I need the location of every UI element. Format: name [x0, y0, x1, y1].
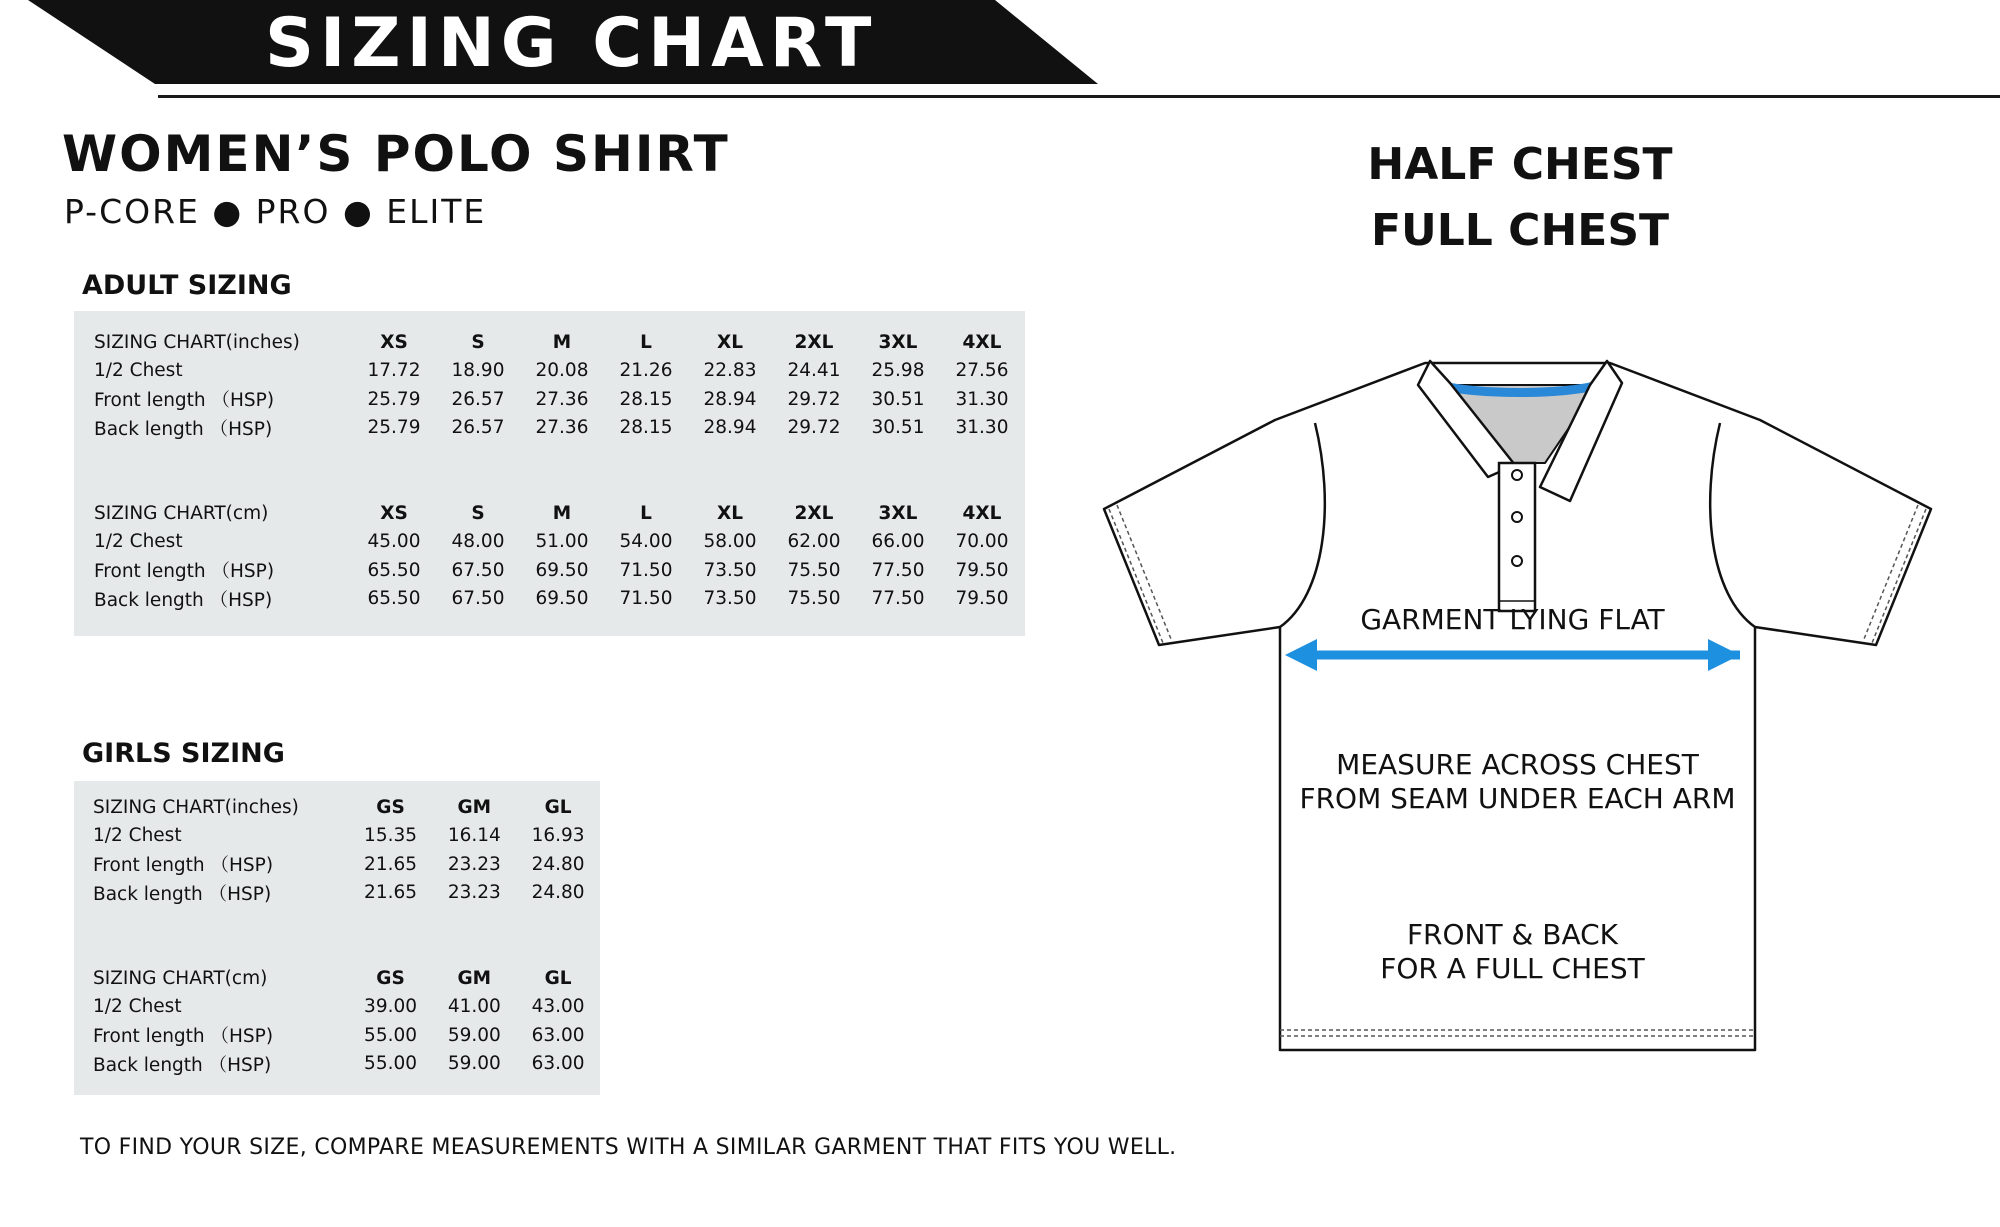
measurement-label: Back length （HSP)	[93, 1054, 272, 1076]
girls-sizing-heading: GIRLS SIZING	[82, 738, 285, 769]
measurement-value: 31.30	[955, 417, 1009, 439]
measurement-value: 79.50	[955, 588, 1009, 610]
size-header: 4XL	[962, 502, 1002, 524]
measurement-label: Front length （HSP)	[94, 561, 275, 583]
size-header: S	[471, 331, 485, 353]
measurement-value: 24.41	[787, 360, 841, 382]
measurement-value: 30.51	[871, 388, 925, 410]
measurement-label: Back length （HSP)	[94, 589, 273, 611]
unit-label: SIZING CHART(cm)	[94, 502, 269, 524]
measurement-value: 26.57	[451, 388, 505, 410]
table-row	[94, 528, 1024, 557]
measurement-label: Front length （HSP)	[93, 1026, 274, 1048]
measurement-value: 16.93	[531, 825, 585, 847]
girls-sizing-table	[93, 793, 600, 1078]
measurement-value: 15.35	[364, 825, 418, 847]
table-header-row	[94, 499, 1024, 528]
measurement-value: 16.14	[447, 825, 501, 847]
adult-sizing-table	[94, 328, 1024, 613]
measurement-value: 70.00	[955, 531, 1009, 553]
measurement-value: 27.36	[535, 388, 589, 410]
measure-line-2: FROM SEAM UNDER EACH ARM	[1299, 782, 1736, 815]
table-row	[93, 1050, 600, 1079]
measurement-value: 30.51	[871, 417, 925, 439]
table-row	[93, 993, 600, 1022]
table-row	[94, 556, 1024, 585]
measurement-value: 20.08	[535, 360, 589, 382]
measurement-value: 63.00	[531, 1024, 585, 1046]
measurement-value: 48.00	[451, 531, 505, 553]
measurement-value: 59.00	[447, 1053, 501, 1075]
girls-sizing-panel	[74, 781, 600, 1095]
measurement-value: 21.26	[619, 360, 673, 382]
size-header: GL	[544, 967, 572, 989]
measurement-value: 23.23	[447, 882, 501, 904]
measurement-value: 58.00	[703, 531, 757, 553]
size-header: S	[471, 502, 485, 524]
measurement-label: Front length （HSP)	[93, 855, 274, 877]
full-chest-label: FULL CHEST	[1370, 205, 1670, 256]
measurement-value: 31.30	[955, 388, 1009, 410]
measurement-label: Back length （HSP)	[93, 883, 272, 905]
half-chest-label: HALF CHEST	[1367, 139, 1673, 190]
table-header-row	[93, 964, 600, 993]
size-header: GS	[376, 796, 405, 818]
measurement-value: 26.57	[451, 417, 505, 439]
measurement-value: 24.80	[531, 882, 585, 904]
measurement-value: 55.00	[364, 1024, 418, 1046]
measurement-value: 77.50	[871, 588, 925, 610]
size-header: 3XL	[878, 331, 918, 353]
measurement-value: 45.00	[367, 531, 421, 553]
measurement-value: 43.00	[531, 996, 585, 1018]
measurement-value: 67.50	[451, 588, 505, 610]
size-header: 3XL	[878, 502, 918, 524]
measurement-value: 27.36	[535, 417, 589, 439]
measurement-value: 25.79	[367, 388, 421, 410]
unit-label: SIZING CHART(inches)	[93, 796, 299, 818]
measurement-value: 71.50	[619, 588, 673, 610]
measurement-value: 28.94	[703, 388, 757, 410]
measurement-value: 75.50	[787, 559, 841, 581]
measurement-label: 1/2 Chest	[94, 531, 183, 553]
measurement-value: 51.00	[535, 531, 589, 553]
measurement-value: 28.15	[619, 388, 673, 410]
size-header: XL	[716, 331, 744, 353]
full-chest-instruction	[1300, 918, 1725, 986]
measurement-value: 73.50	[703, 559, 757, 581]
table-row	[93, 879, 600, 908]
table-header-row	[94, 328, 1024, 357]
measurement-value: 23.23	[447, 853, 501, 875]
table-header-row	[93, 793, 600, 822]
measurement-value: 28.94	[703, 417, 757, 439]
measure-instruction	[1280, 748, 1755, 816]
measurement-value: 73.50	[703, 588, 757, 610]
full-chest-line-1: FRONT & BACK	[1406, 918, 1619, 951]
size-header: GL	[544, 796, 572, 818]
table-row	[94, 357, 1024, 386]
measurement-label: Back length （HSP)	[94, 418, 273, 440]
size-header: GM	[457, 796, 492, 818]
measurement-label: 1/2 Chest	[93, 825, 182, 847]
table-row	[93, 1021, 600, 1050]
measurement-value: 75.50	[787, 588, 841, 610]
measurement-label: 1/2 Chest	[94, 360, 183, 382]
size-header: 2XL	[794, 502, 834, 524]
measurement-value: 39.00	[364, 996, 418, 1018]
full-chest-line-2: FOR A FULL CHEST	[1380, 952, 1645, 985]
measurement-value: 79.50	[955, 559, 1009, 581]
measurement-value: 69.50	[535, 588, 589, 610]
page-title: SIZING CHART	[265, 4, 878, 83]
measurement-value: 28.15	[619, 417, 673, 439]
table-row	[94, 585, 1024, 614]
measurement-value: 69.50	[535, 559, 589, 581]
measurement-label: Front length （HSP)	[94, 390, 275, 412]
size-header: XS	[380, 502, 408, 524]
table-row	[94, 385, 1024, 414]
size-header: L	[640, 331, 652, 353]
size-header: XS	[380, 331, 408, 353]
measurement-value: 21.65	[364, 882, 418, 904]
measurement-value: 17.72	[367, 360, 421, 382]
measurement-value: 63.00	[531, 1053, 585, 1075]
table-spacer	[94, 442, 1024, 499]
size-header: GM	[457, 967, 492, 989]
product-subtitle: P-CORE ● PRO ● ELITE	[64, 192, 487, 231]
table-row	[94, 414, 1024, 443]
measurement-value: 62.00	[787, 531, 841, 553]
measurement-value: 29.72	[787, 388, 841, 410]
table-row	[93, 822, 600, 851]
measure-line-1: MEASURE ACROSS CHEST	[1336, 748, 1699, 781]
measurement-value: 71.50	[619, 559, 673, 581]
table-spacer	[93, 907, 600, 964]
measurement-value: 25.79	[367, 417, 421, 439]
measurement-value: 24.80	[531, 853, 585, 875]
measure-heading	[1260, 132, 1780, 264]
measurement-value: 29.72	[787, 417, 841, 439]
measurement-value: 59.00	[447, 1024, 501, 1046]
measurement-value: 65.50	[367, 559, 421, 581]
size-header: M	[552, 331, 572, 353]
adult-sizing-heading: ADULT SIZING	[82, 270, 292, 301]
measurement-value: 41.00	[447, 996, 501, 1018]
unit-label: SIZING CHART(inches)	[94, 331, 300, 353]
size-header: M	[552, 502, 572, 524]
size-header: L	[640, 502, 652, 524]
product-title: WOMEN’S POLO SHIRT	[62, 125, 730, 183]
arrow-label: GARMENT LYING FLAT	[1360, 603, 1665, 636]
table-row	[93, 850, 600, 879]
measurement-value: 21.65	[364, 853, 418, 875]
measurement-value: 22.83	[703, 360, 757, 382]
measurement-value: 67.50	[451, 559, 505, 581]
size-header: 4XL	[962, 331, 1002, 353]
measurement-label: 1/2 Chest	[93, 996, 182, 1018]
unit-label: SIZING CHART(cm)	[93, 967, 268, 989]
measurement-value: 27.56	[955, 360, 1009, 382]
header-divider	[158, 95, 2000, 98]
size-header: XL	[716, 502, 744, 524]
measurement-value: 18.90	[451, 360, 505, 382]
measurement-value: 77.50	[871, 559, 925, 581]
measurement-value: 66.00	[871, 531, 925, 553]
measurement-value: 65.50	[367, 588, 421, 610]
adult-sizing-panel	[74, 311, 1025, 636]
measurement-value: 54.00	[619, 531, 673, 553]
size-header: 2XL	[794, 331, 834, 353]
size-header: GS	[376, 967, 405, 989]
measurement-value: 25.98	[871, 360, 925, 382]
footnote: TO FIND YOUR SIZE, COMPARE MEASUREMENTS WITH A SIMILAR GARMENT THAT FITS YOU WELL.	[80, 1135, 1177, 1160]
measurement-value: 55.00	[364, 1053, 418, 1075]
